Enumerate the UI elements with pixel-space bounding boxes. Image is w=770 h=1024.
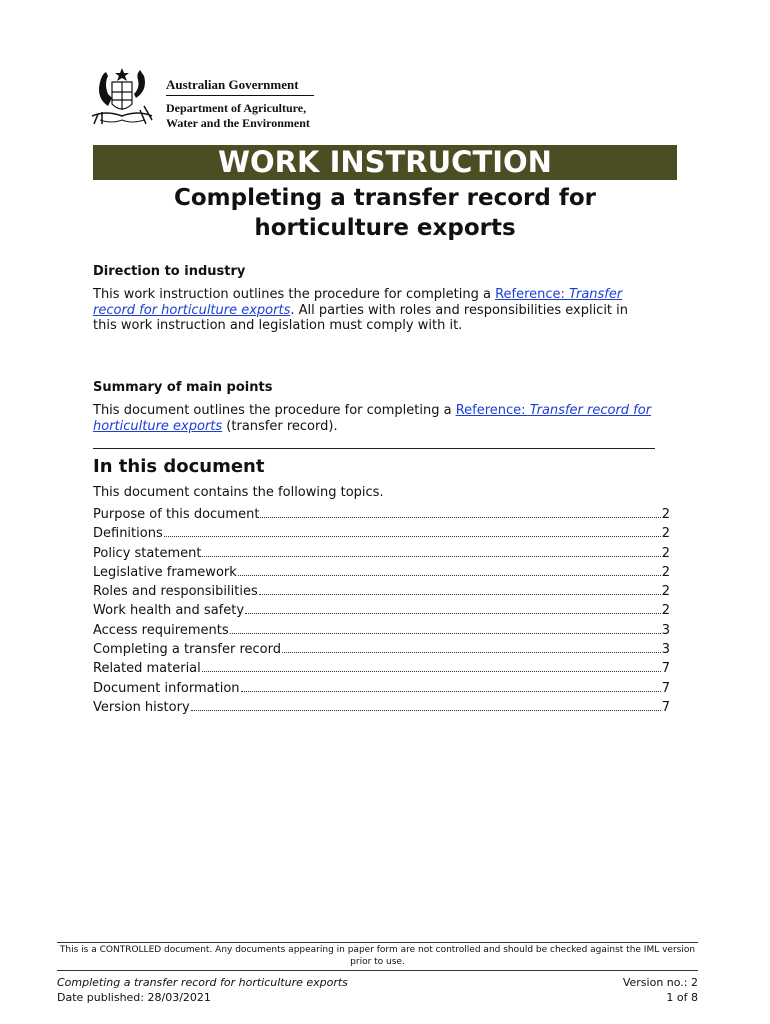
toc-page: 7: [661, 661, 670, 677]
footer-rule: [57, 970, 698, 971]
footer-rule-top: [57, 942, 698, 943]
toc-item[interactable]: [93, 507, 670, 526]
summary-heading: Summary of main points: [93, 380, 273, 395]
toc-item[interactable]: [93, 565, 670, 584]
toc-label: Completing a transfer record: [93, 642, 281, 658]
coat-of-arms-logo: [86, 64, 158, 126]
toc-leader: [238, 575, 661, 576]
toc-page: 2: [661, 507, 670, 522]
toc-item[interactable]: [93, 681, 670, 700]
toc-leader: [202, 556, 660, 557]
department-name-2: Water and the Environment: [166, 116, 310, 130]
toc-item[interactable]: [93, 700, 670, 719]
toc-label: Version history: [93, 699, 190, 715]
toc-label: Policy statement: [93, 545, 202, 561]
direction-text-2: . All parties with roles and responsibilities explicit in this work instruction and legislation must comply with it.: [93, 302, 629, 333]
toc-page: 7: [661, 699, 670, 715]
toc-page: 2: [661, 545, 670, 561]
toc-leader: [230, 633, 661, 634]
toc-label: Access requirements: [93, 622, 229, 638]
controlled-document-notice: This is a CONTROLLED document. Any documents appearing in paper form are not controlled and should be checked against the IML version prior to use.: [59, 945, 696, 967]
department-name: Department of Agriculture,: [166, 101, 307, 115]
toc-item[interactable]: [93, 584, 670, 603]
footer-left: [57, 975, 348, 1005]
document-title: [93, 183, 677, 243]
toc-leader: [245, 613, 661, 614]
toc-label: Definitions: [93, 526, 163, 542]
gov-name: Australian Government: [166, 77, 299, 92]
toc-label: Legislative framework: [93, 564, 237, 580]
toc-label: Purpose of this document: [93, 507, 260, 522]
toc-heading: In this document: [93, 456, 265, 477]
government-branding: [166, 77, 314, 131]
section-divider: [93, 448, 655, 449]
direction-heading: Direction to industry: [93, 264, 246, 279]
toc-page: 2: [661, 526, 670, 542]
summary-link-ref: Reference:: [455, 403, 530, 418]
title-line-2: horticulture exports: [254, 215, 516, 241]
footer-right: [623, 975, 698, 1005]
toc-leader: [202, 671, 661, 672]
document-type-banner: WORK INSTRUCTION: [93, 145, 677, 180]
summary-text-1: This document outlines the procedure for completing a: [93, 403, 456, 418]
toc-label: Work health and safety: [93, 603, 245, 619]
toc-leader: [260, 517, 660, 518]
toc-page: 2: [661, 603, 670, 619]
toc-item[interactable]: [93, 623, 670, 642]
toc-item[interactable]: [93, 661, 670, 680]
toc-item[interactable]: [93, 642, 670, 661]
direction-paragraph: [93, 287, 653, 334]
link-doc: Transfer record for horticulture exports: [93, 287, 623, 318]
footer-date-published: Date published: 28/03/2021: [57, 991, 211, 1004]
toc-item[interactable]: [93, 526, 670, 545]
toc-page: 2: [661, 584, 670, 600]
footer-page-number: 1 of 8: [666, 991, 698, 1004]
toc-label: Related material: [93, 661, 201, 677]
toc-leader: [259, 594, 661, 595]
toc-label: Roles and responsibilities: [93, 584, 258, 600]
footer-doc-title: Completing a transfer record for horticulture exports: [57, 976, 348, 989]
toc-item[interactable]: [93, 546, 670, 565]
gov-rule: [166, 95, 314, 96]
table-of-contents: [93, 507, 670, 719]
summary-link-doc: Transfer record for horticulture exports: [93, 403, 652, 434]
footer-version: Version no.: 2: [622, 976, 698, 989]
toc-page: 7: [661, 680, 670, 696]
link-ref: Reference:: [495, 287, 570, 302]
toc-page: 2: [661, 564, 670, 580]
direction-text-1: This work instruction outlines the procedure for completing a: [93, 287, 496, 302]
toc-item[interactable]: [93, 603, 670, 622]
toc-page: 3: [661, 622, 670, 638]
toc-leader: [164, 536, 661, 537]
summary-paragraph: [93, 403, 653, 434]
summary-text-2: (transfer record).: [222, 418, 338, 434]
toc-leader: [282, 652, 661, 653]
toc-leader: [241, 691, 661, 692]
toc-page: 3: [661, 642, 670, 658]
title-line-1: Completing a transfer record for: [173, 185, 597, 211]
toc-intro: This document contains the following topics.: [93, 485, 384, 500]
toc-label: Document information: [93, 680, 240, 696]
toc-leader: [191, 710, 661, 711]
